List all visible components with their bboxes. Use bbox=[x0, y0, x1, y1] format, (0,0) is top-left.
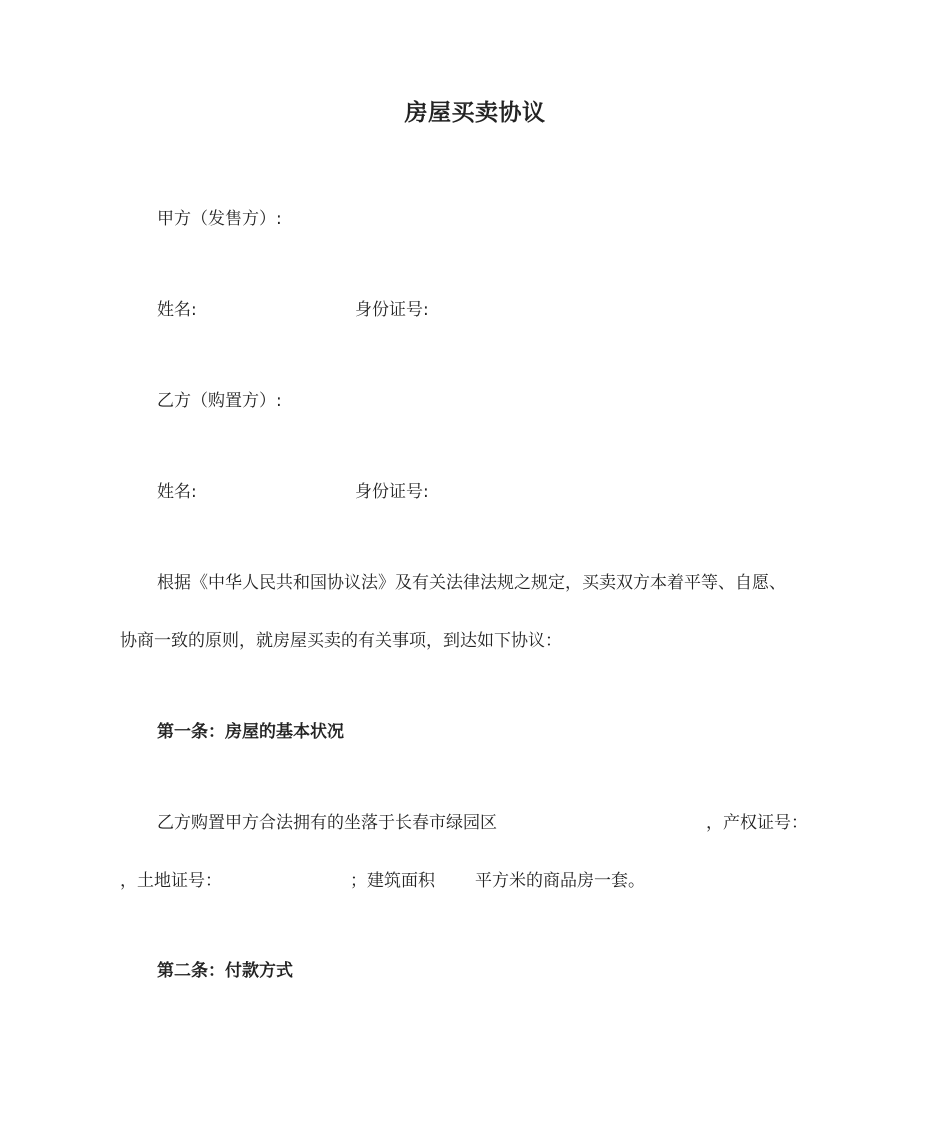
party-b-label: 乙方（购置方）: bbox=[157, 391, 282, 411]
article-1-text-e: 平方米的商品房一套。 bbox=[475, 871, 645, 891]
preamble-line-2: 协商一致的原则，就房屋买卖的有关事项，到达如下协议： bbox=[120, 631, 562, 651]
party-b-id-label: 身份证号: bbox=[355, 482, 429, 502]
party-b-name-label: 姓名: bbox=[157, 482, 197, 502]
article-1-text-c: ，土地证号： bbox=[120, 871, 222, 891]
document-title: 房屋买卖协议 bbox=[404, 100, 546, 126]
party-a-id-label: 身份证号: bbox=[355, 300, 429, 320]
article-2-heading: 第二条：付款方式 bbox=[157, 961, 293, 981]
preamble-line-1: 根据《中华人民共和国协议法》及有关法律法规之规定，买卖双方本着平等、自愿、 bbox=[157, 573, 786, 593]
article-1-text-b: ，产权证号： bbox=[706, 813, 808, 833]
article-1-text-d: ；建筑面积 bbox=[350, 871, 435, 891]
article-1-heading: 第一条：房屋的基本状况 bbox=[157, 722, 344, 742]
article-1-text-a: 乙方购置甲方合法拥有的坐落于长春市绿园区 bbox=[157, 813, 497, 833]
party-a-name-label: 姓名: bbox=[157, 300, 197, 320]
party-a-label: 甲方（发售方）: bbox=[157, 209, 282, 229]
